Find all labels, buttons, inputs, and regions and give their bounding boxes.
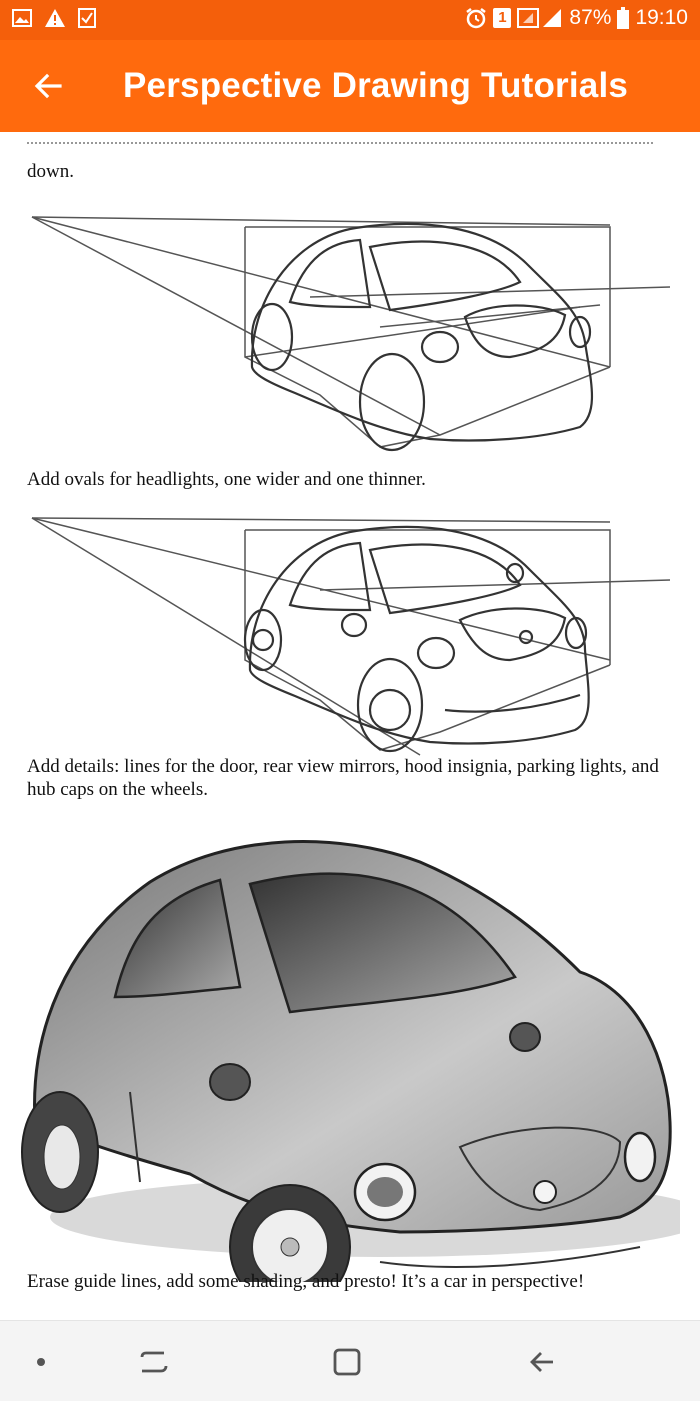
home-icon: [330, 1345, 364, 1379]
clock: 19:10: [635, 6, 688, 29]
battery-percent: 87%: [569, 6, 612, 29]
home-button[interactable]: [330, 1345, 364, 1379]
page-title: Perspective Drawing Tutorials: [123, 66, 629, 105]
signal-icon: [517, 7, 563, 29]
back-button[interactable]: [30, 68, 66, 104]
status-bar: [0, 0, 700, 40]
clipped-text-line: [27, 142, 653, 150]
warning-icon: [44, 8, 66, 28]
arrow-left-icon: [30, 68, 66, 104]
status-right: [465, 6, 688, 30]
recent-apps-icon: [137, 1345, 171, 1379]
tutorial-content[interactable]: [0, 132, 700, 1320]
nav-dot-button[interactable]: [24, 1345, 58, 1379]
car-drawing-final: [20, 822, 680, 1282]
dot-icon: [24, 1345, 58, 1379]
sim-badge: 1: [493, 8, 511, 28]
app-bar: [0, 40, 700, 132]
status-left-icons: [12, 8, 96, 28]
recent-apps-button[interactable]: [137, 1345, 171, 1379]
checklist-icon: [78, 8, 96, 28]
step-text: Add ovals for headlights, one wider and one thinner.: [27, 469, 426, 490]
step-text: Add details: lines for the door, rear view mirrors, hood insignia, parking lights, and hub caps on the wheels.: [27, 756, 659, 800]
car-sketch-basic-shape: [20, 207, 690, 507]
system-back-button[interactable]: [525, 1345, 559, 1379]
image-icon: [12, 9, 32, 27]
alarm-icon: [465, 7, 487, 29]
system-nav-bar: [0, 1320, 700, 1401]
step-text: Erase guide lines, add some shading, and presto! It’s a car in perspective!: [27, 1271, 585, 1292]
step-text: down.: [27, 161, 74, 182]
back-icon: [525, 1345, 559, 1379]
battery-icon: [617, 7, 629, 29]
